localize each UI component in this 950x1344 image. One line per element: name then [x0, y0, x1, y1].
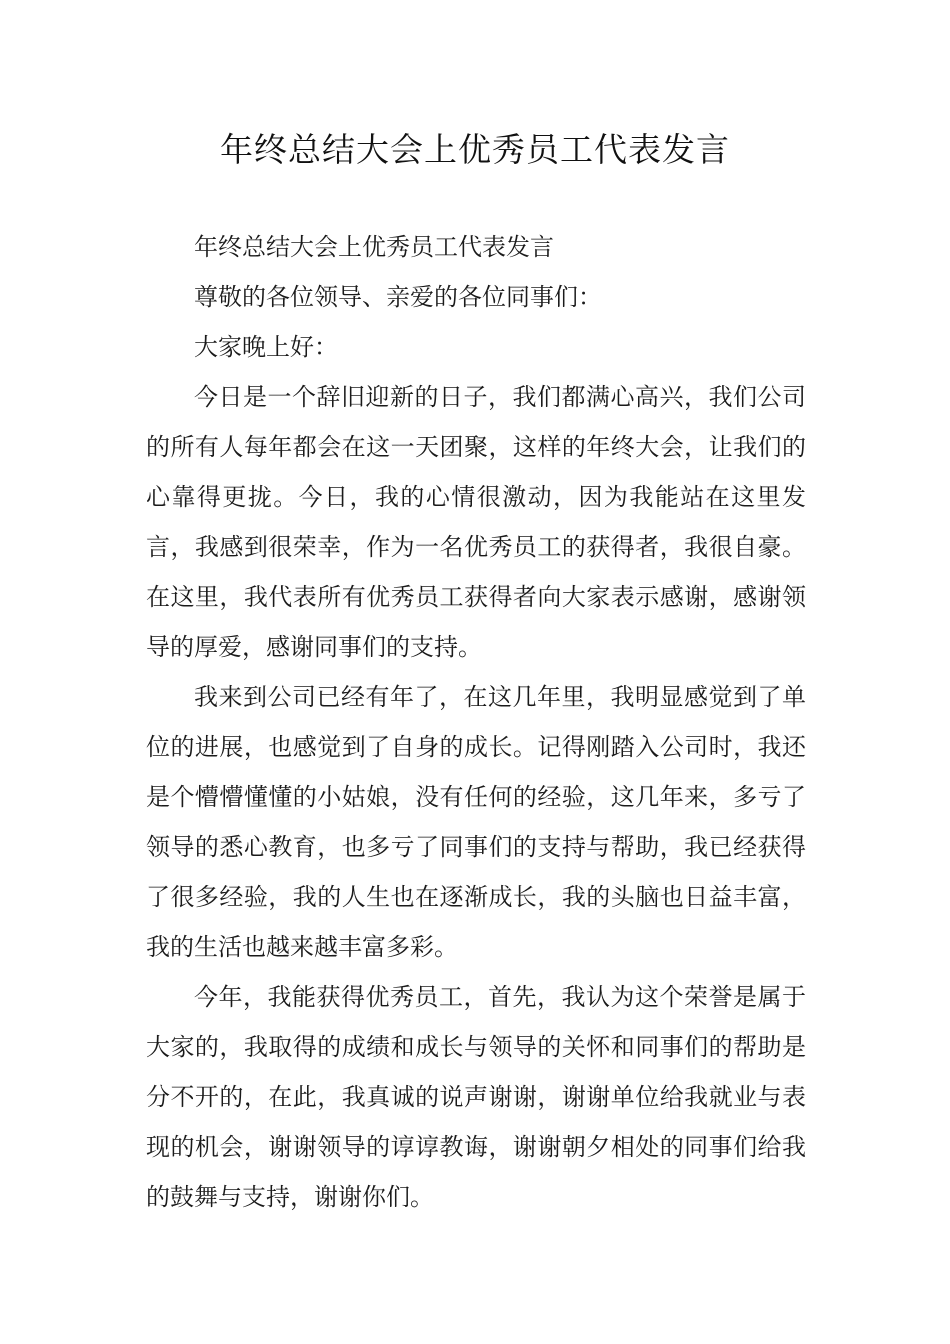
paragraph-greeting: 大家晚上好： — [194, 333, 338, 361]
paragraph-body-3: 今年，我能获得优秀员工，首先，我认为这个荣誉是属于大家的，我取得的成绩和成长与领导的关怀和同事们的帮助是分不开的，在此，我真诚的说声谢谢，谢谢单位给我就业与表现的机会，谢谢领导的谆谆教诲，谢谢朝夕相处的同事们给我的鼓舞与支持，谢谢你们。 — [146, 983, 806, 1211]
paragraph-body-2: 我来到公司已经有年了，在这几年里，我明显感觉到了单位的进展，也感觉到了自身的成长。记得刚踏入公司时，我还是个懵懵懂懂的小姑娘，没有任何的经验，这几年来，多亏了领导的悉心教育，也多亏了同事们的支持与帮助，我已经获得了很多经验，我的人生也在逐渐成长，我的头脑也日益丰富，我的生活也越来越丰富多彩。 — [146, 683, 806, 961]
document-title: 年终总结大会上优秀员工代表发言 — [220, 130, 730, 169]
paragraph-heading: 年终总结大会上优秀员工代表发言 — [194, 233, 554, 261]
document-body — [146, 222, 806, 1222]
paragraph-salutation: 尊敬的各位领导、亲爱的各位同事们： — [194, 283, 602, 311]
paragraph-body-1: 今日是一个辞旧迎新的日子，我们都满心高兴，我们公司的所有人每年都会在这一天团聚，这样的年终大会，让我们的心靠得更拢。今日，我的心情很激动，因为我能站在这里发言，我感到很荣幸，作为一名优秀员工的获得者，我很自豪。在这里，我代表所有优秀员工获得者向大家表示感谢，感谢领导的厚爱，感谢同事们的支持。 — [146, 383, 806, 661]
